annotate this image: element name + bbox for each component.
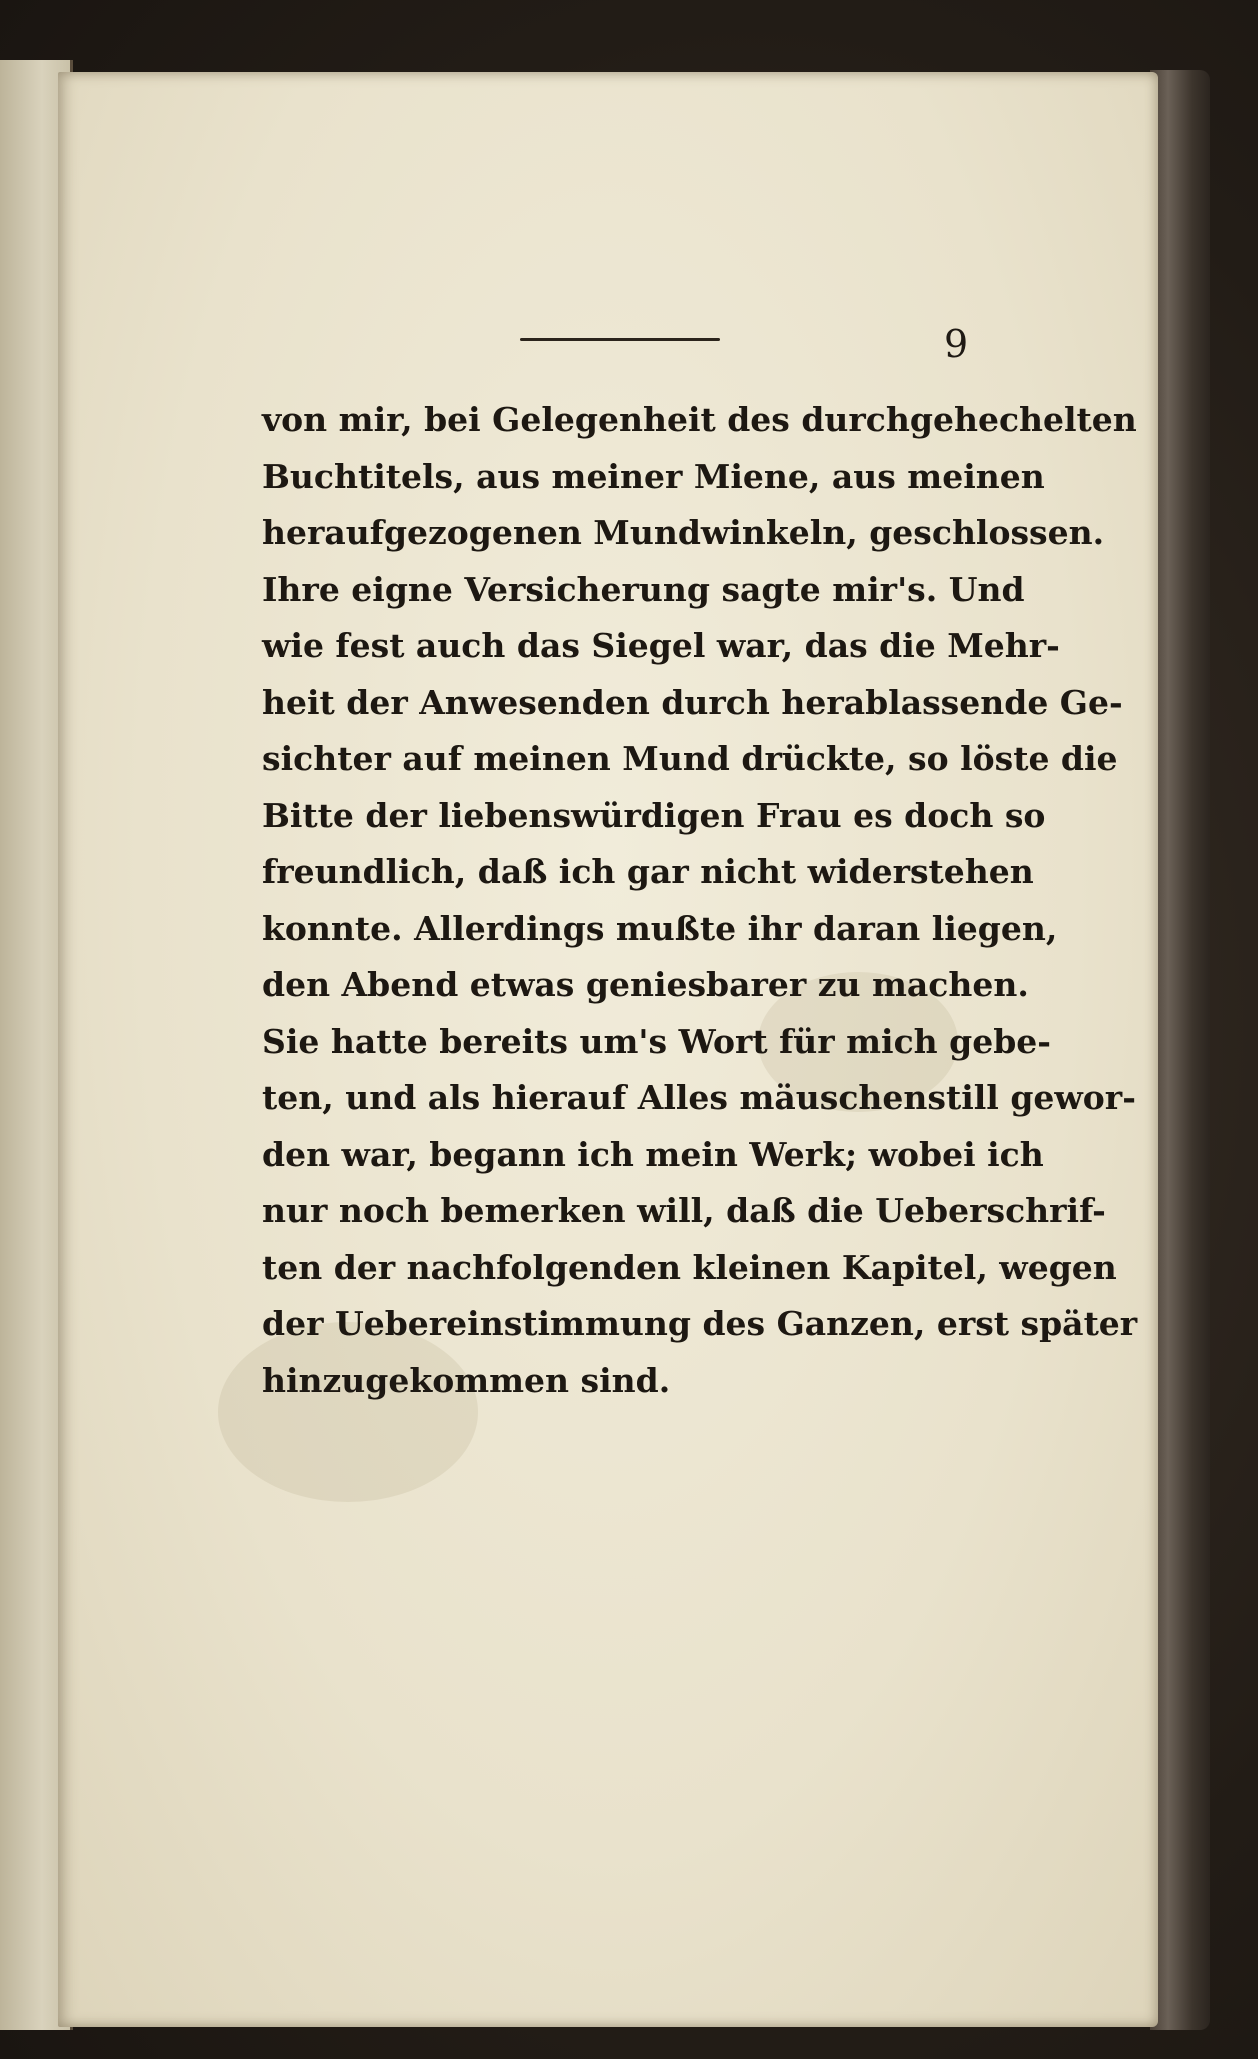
text-line: ten, und als hierauf Alles mäuschenstill gewor- — [262, 1078, 1136, 1117]
text-line: Ihre eigne Versicherung sagte mir's. Und — [262, 569, 1025, 609]
text-line: Bitte der liebenswürdigen Frau es doch so — [262, 795, 1046, 835]
text-line: nur noch bemerken will, daß die Ueberschrif- — [262, 1191, 1106, 1230]
body-text — [262, 392, 1138, 1409]
text-line: hinzugekommen sind. — [262, 1360, 671, 1400]
text-line: heit der Anwesenden durch herablassende Ge- — [262, 682, 1123, 722]
text-line: freundlich, daß ich gar nicht widerstehen — [262, 852, 1034, 891]
text-line: der Uebereinstimmung des Ganzen, erst später — [262, 1304, 1138, 1343]
text-line: ten der nachfolgenden kleinen Kapitel, wegen — [262, 1247, 1117, 1287]
text-line: den war, begann ich mein Werk; wobei ich — [262, 1134, 1044, 1174]
text-line: wie fest auch das Siegel war, das die Mehr- — [262, 626, 1060, 665]
text-line: heraufgezogenen Mundwinkeln, geschlossen. — [262, 513, 1105, 552]
header-rule — [520, 338, 720, 341]
text-line: von mir, bei Gelegenheit des durchgehechelten — [262, 400, 1137, 439]
page-number: 9 — [944, 322, 969, 366]
book-cover-edge — [1150, 70, 1210, 2030]
text-line: Buchtitels, aus meiner Miene, aus meinen — [262, 456, 1045, 496]
text-line: den Abend etwas geniesbarer zu machen. — [262, 965, 1029, 1004]
text-line: sichter auf meinen Mund drückte, so löste die — [262, 739, 1118, 778]
text-line: Sie hatte bereits um's Wort für mich gebe- — [262, 1021, 1052, 1061]
text-line: konnte. Allerdings mußte ihr daran liegen, — [262, 908, 1058, 948]
